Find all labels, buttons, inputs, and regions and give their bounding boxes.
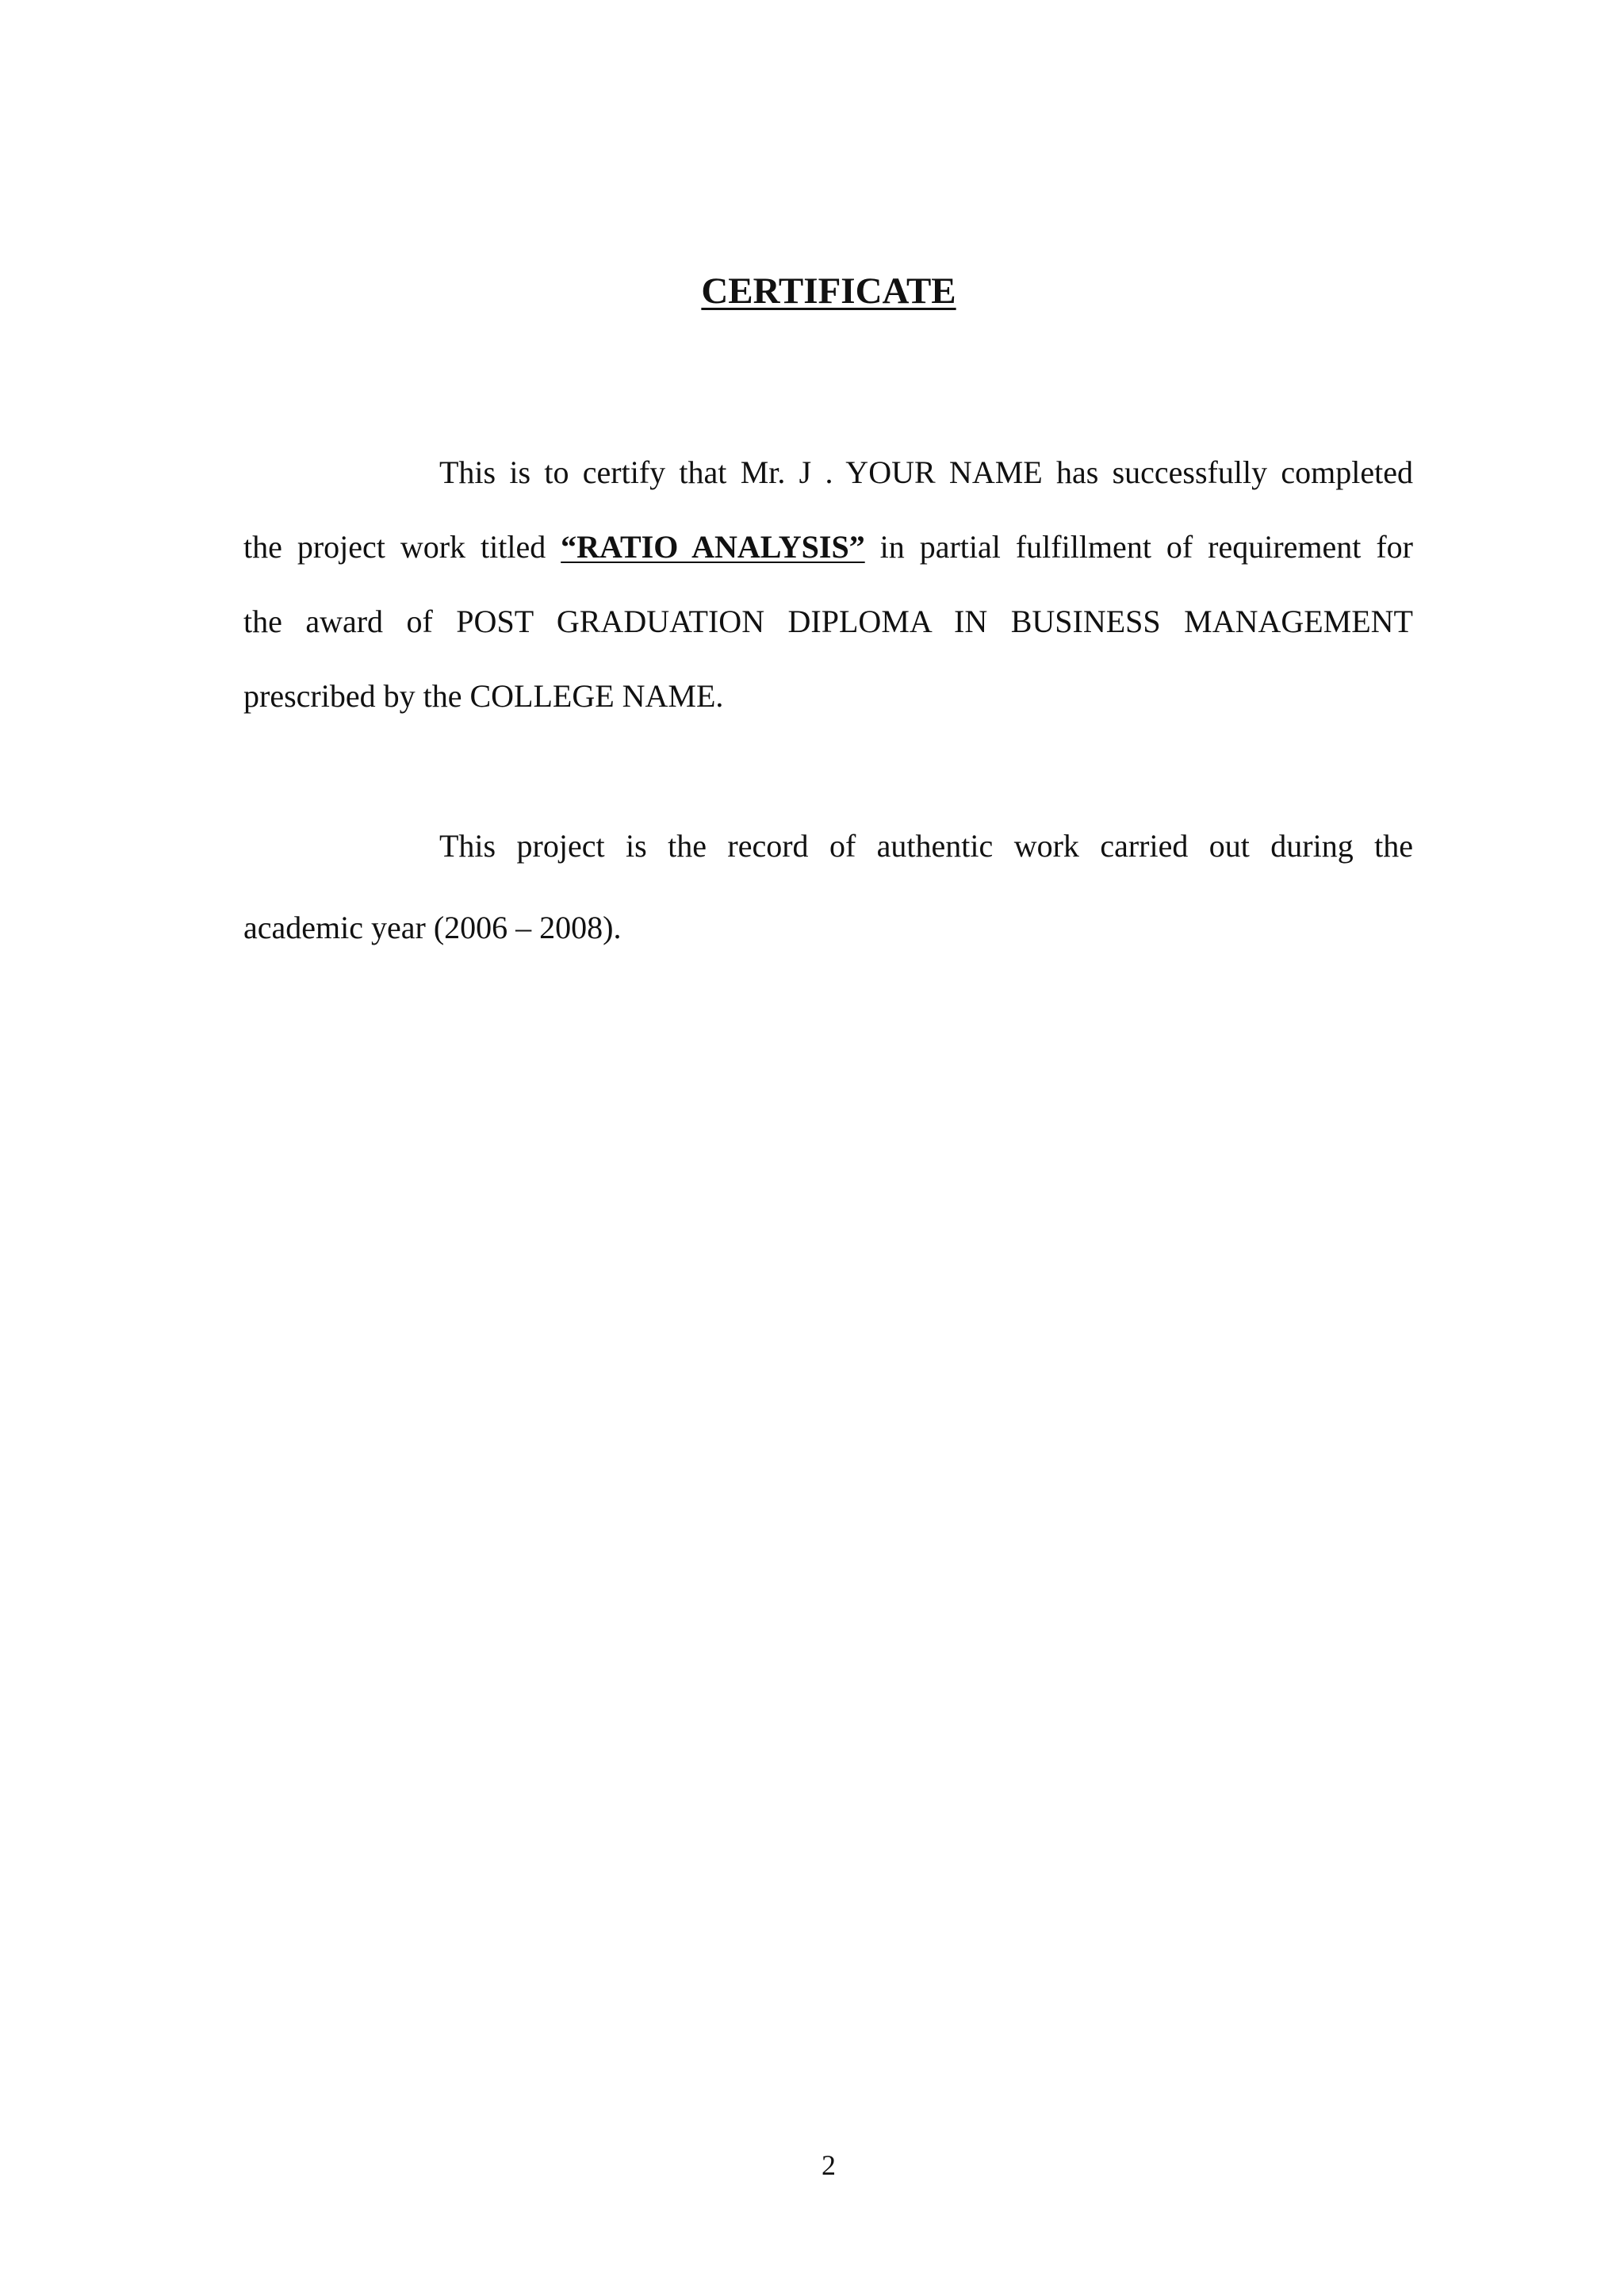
paragraph-line: This is to certify that Mr. J . YOUR NAME has successfully completed [439,454,1413,490]
paragraph-line: prescribed by the COLLEGE NAME. [243,678,724,714]
page-number: 2 [822,2149,836,2181]
certificate-title: CERTIFICATE [701,270,956,312]
paragraph-line: the award of POST GRADUATION DIPLOMA IN BUSINESS MANAGEMENT [243,604,1413,639]
paragraph-text: in partial fulfillment of requirement for [864,529,1413,565]
paragraph-line [243,523,1413,571]
paragraph-text: the project work titled [243,529,561,565]
paragraph-line: academic year (2006 – 2008). [243,910,622,945]
paragraph-line: This project is the record of authentic work carried out during the [439,828,1413,864]
project-title: “RATIO ANALYSIS” [561,529,865,565]
